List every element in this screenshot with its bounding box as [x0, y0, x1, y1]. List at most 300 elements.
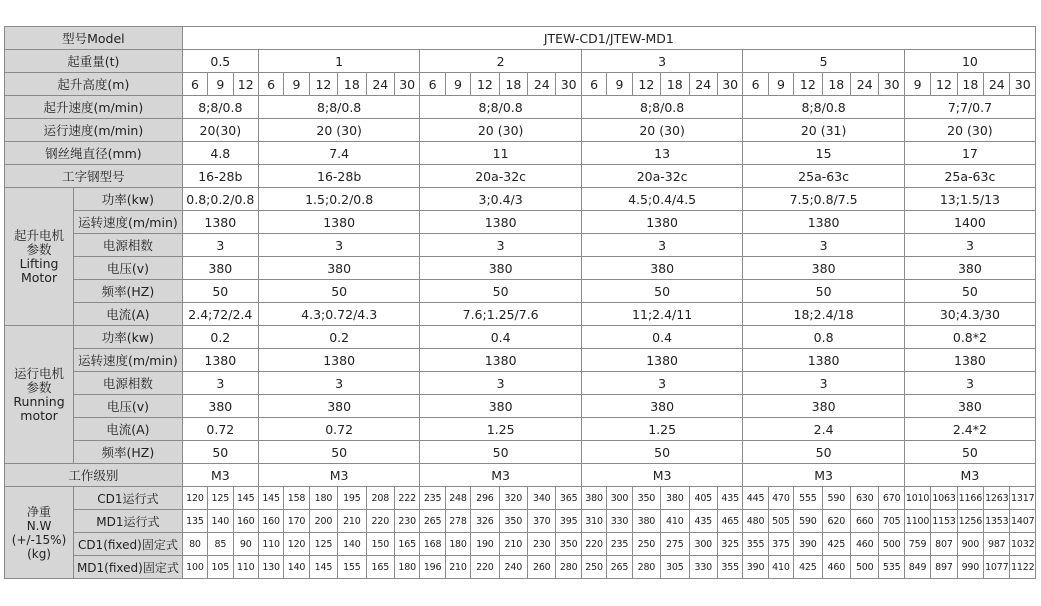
param-label: 功率(kw) [74, 188, 183, 211]
value-cell: 0.72 [258, 418, 419, 441]
weight-value: 1153 [931, 510, 957, 533]
value-cell: 18;2.4/18 [743, 303, 904, 326]
weight-value: 80 [182, 533, 207, 556]
weight-value: 250 [632, 533, 660, 556]
weight-value: 240 [499, 556, 527, 579]
value-cell: 1380 [420, 349, 581, 372]
weight-value: 90 [233, 533, 258, 556]
value-cell: 20a-32c [420, 165, 581, 188]
lifting-motor-group-line: Motor [20, 269, 58, 285]
model-value: JTEW-CD1/JTEW-MD1 [182, 27, 1035, 50]
weight-value: 158 [284, 487, 309, 510]
weight-value: 1407 [1010, 510, 1036, 533]
weight-value: 370 [528, 510, 556, 533]
weight-value: 220 [471, 556, 499, 579]
weight-value: 465 [717, 510, 742, 533]
table-row [5, 257, 1036, 280]
value-cell: 50 [258, 441, 419, 464]
running-motor-group-line: motor [20, 407, 58, 423]
lift-height-value: 9 [904, 73, 930, 96]
weight-value: 140 [208, 510, 233, 533]
table-row [5, 418, 1036, 441]
weight-value: 210 [338, 510, 366, 533]
weight-value: 849 [904, 556, 930, 579]
value-cell: 1380 [743, 349, 904, 372]
table-row [5, 188, 1036, 211]
weight-value: 590 [794, 510, 822, 533]
weight-value: 140 [338, 533, 366, 556]
lift-height-value: 18 [338, 73, 366, 96]
value-cell: 8;8/0.8 [581, 96, 742, 119]
value-cell: 0.2 [258, 326, 419, 349]
value-cell: 20 (30) [581, 119, 742, 142]
value-cell: 50 [420, 280, 581, 303]
lift-height-value: 12 [632, 73, 660, 96]
param-label: 电流(A) [74, 418, 183, 441]
weight-value: 210 [499, 533, 527, 556]
weight-value: 125 [208, 487, 233, 510]
value-cell: 25a-63c [743, 165, 904, 188]
value-cell: 1380 [258, 211, 419, 234]
lift-height-value: 12 [233, 73, 258, 96]
weight-value: 145 [258, 487, 283, 510]
value-cell: 380 [258, 395, 419, 418]
lift-height-value: 6 [182, 73, 207, 96]
capacity-value: 1 [258, 50, 419, 73]
work-class-value: M3 [743, 464, 904, 487]
running-motor-group-line: Running [13, 393, 65, 409]
weight-value: 500 [851, 556, 879, 579]
value-cell: 50 [743, 441, 904, 464]
weight-value: 1032 [1010, 533, 1036, 556]
value-cell: 50 [581, 280, 742, 303]
weight-value: 325 [717, 533, 742, 556]
value-cell: 50 [420, 441, 581, 464]
weight-value: 278 [445, 510, 470, 533]
weight-value: 208 [366, 487, 394, 510]
weight-value: 230 [395, 510, 420, 533]
value-cell: 2.4 [743, 418, 904, 441]
value-cell: 4.3;0.72/4.3 [258, 303, 419, 326]
table-row [5, 50, 1036, 73]
value-cell: 1.25 [581, 418, 742, 441]
table-row [5, 303, 1036, 326]
table-row [5, 142, 1036, 165]
lifting-motor-group-line: Lifting [19, 255, 59, 271]
capacity-label: 起重量(t) [5, 50, 183, 73]
lift-height-value: 18 [957, 73, 983, 96]
weight-value: 990 [957, 556, 983, 579]
weight-value: 365 [556, 487, 581, 510]
table-row [5, 556, 1036, 579]
lift-height-value: 30 [879, 73, 904, 96]
value-cell: 3 [581, 372, 742, 395]
weight-value: 670 [879, 487, 904, 510]
weight-value: 445 [743, 487, 768, 510]
weight-value: 355 [717, 556, 742, 579]
lift-height-value: 9 [768, 73, 793, 96]
value-cell: 3 [743, 372, 904, 395]
lift-height-value: 12 [471, 73, 499, 96]
weight-value: 110 [233, 556, 258, 579]
value-cell: 7;7/0.7 [904, 96, 1035, 119]
weight-value: 248 [445, 487, 470, 510]
spec-table [4, 26, 1036, 579]
weight-value: 470 [768, 487, 793, 510]
value-cell: 380 [182, 395, 258, 418]
net-weight-group-line: (kg) [27, 546, 51, 561]
row-label: 工字钢型号 [5, 165, 183, 188]
value-cell: 1380 [258, 349, 419, 372]
weight-value: 235 [420, 487, 445, 510]
value-cell: 380 [420, 395, 581, 418]
weight-value: 105 [208, 556, 233, 579]
weight-value: 555 [794, 487, 822, 510]
value-cell: 0.2 [182, 326, 258, 349]
value-cell: 3 [258, 372, 419, 395]
weight-value: 310 [581, 510, 606, 533]
weight-value: 160 [233, 510, 258, 533]
weight-value: 395 [556, 510, 581, 533]
weight-value: 705 [879, 510, 904, 533]
weight-value: 110 [258, 533, 283, 556]
weight-type-label: MD1运行式 [74, 510, 183, 533]
weight-value: 460 [851, 533, 879, 556]
lift-height-value: 6 [743, 73, 768, 96]
weight-value: 620 [822, 510, 850, 533]
weight-value: 350 [499, 510, 527, 533]
weight-value: 505 [768, 510, 793, 533]
weight-value: 590 [822, 487, 850, 510]
net-weight-group [5, 487, 74, 579]
net-weight-group-line: (+/-15%) [11, 532, 67, 547]
weight-value: 170 [284, 510, 309, 533]
value-cell: 30;4.3/30 [904, 303, 1035, 326]
table-row [5, 73, 1036, 96]
value-cell: 3 [182, 372, 258, 395]
weight-value: 350 [556, 533, 581, 556]
value-cell: 1380 [581, 211, 742, 234]
weight-value: 897 [931, 556, 957, 579]
param-label: 运转速度(m/min) [74, 211, 183, 234]
weight-value: 190 [471, 533, 499, 556]
weight-type-label: CD1运行式 [74, 487, 183, 510]
capacity-value: 2 [420, 50, 581, 73]
row-label: 钢丝绳直径(mm) [5, 142, 183, 165]
weight-value: 160 [258, 510, 283, 533]
value-cell: 20a-32c [581, 165, 742, 188]
value-cell: 1380 [182, 349, 258, 372]
value-cell: 16-28b [258, 165, 419, 188]
lift-height-value: 6 [258, 73, 283, 96]
weight-value: 435 [717, 487, 742, 510]
value-cell: 380 [904, 257, 1035, 280]
table-row [5, 510, 1036, 533]
weight-value: 300 [607, 487, 632, 510]
weight-value: 1100 [904, 510, 930, 533]
value-cell: 8;8/0.8 [420, 96, 581, 119]
value-cell: 1380 [743, 211, 904, 234]
weight-value: 630 [851, 487, 879, 510]
value-cell: 380 [743, 257, 904, 280]
weight-value: 660 [851, 510, 879, 533]
lift-height-value: 24 [984, 73, 1010, 96]
weight-value: 222 [395, 487, 420, 510]
value-cell: 20 (30) [904, 119, 1035, 142]
table-row [5, 27, 1036, 50]
value-cell: 0.8;0.2/0.8 [182, 188, 258, 211]
lifting-motor-group-line: 参数 [26, 241, 52, 257]
weight-type-label: MD1(fixed)固定式 [74, 556, 183, 579]
weight-value: 340 [528, 487, 556, 510]
lift-height-value: 24 [366, 73, 394, 96]
running-motor-group [5, 326, 74, 464]
weight-value: 180 [309, 487, 337, 510]
weight-value: 390 [743, 556, 768, 579]
value-cell: 16-28b [182, 165, 258, 188]
value-cell: 15 [743, 142, 904, 165]
value-cell: 20 (30) [420, 119, 581, 142]
lift-height-value: 24 [528, 73, 556, 96]
weight-value: 195 [338, 487, 366, 510]
value-cell: 13;1.5/13 [904, 188, 1035, 211]
weight-value: 1010 [904, 487, 930, 510]
lift-height-value: 18 [661, 73, 689, 96]
running-motor-group-line: 参数 [26, 379, 52, 395]
weight-value: 410 [768, 556, 793, 579]
work-class-value: M3 [182, 464, 258, 487]
lift-height-value: 9 [284, 73, 309, 96]
weight-value: 500 [879, 533, 904, 556]
net-weight-group-line: N.W [26, 518, 52, 533]
value-cell: 50 [904, 441, 1035, 464]
weight-value: 165 [395, 533, 420, 556]
table-row [5, 326, 1036, 349]
table-row [5, 234, 1036, 257]
lift-height-value: 24 [689, 73, 717, 96]
weight-value: 460 [822, 556, 850, 579]
weight-value: 987 [984, 533, 1010, 556]
lift-height-value: 6 [420, 73, 445, 96]
work-class-value: M3 [581, 464, 742, 487]
lift-height-value: 9 [208, 73, 233, 96]
weight-value: 390 [794, 533, 822, 556]
weight-value: 280 [632, 556, 660, 579]
work-class-value: M3 [904, 464, 1035, 487]
value-cell: 20 (31) [743, 119, 904, 142]
weight-value: 380 [632, 510, 660, 533]
weight-value: 900 [957, 533, 983, 556]
lift-height-value: 18 [499, 73, 527, 96]
table-row [5, 372, 1036, 395]
value-cell: 50 [182, 441, 258, 464]
weight-value: 155 [338, 556, 366, 579]
param-label: 频率(HZ) [74, 280, 183, 303]
value-cell: 380 [581, 395, 742, 418]
value-cell: 4.8 [182, 142, 258, 165]
weight-value: 1077 [984, 556, 1010, 579]
table-row [5, 280, 1036, 303]
value-cell: 50 [743, 280, 904, 303]
value-cell: 3;0.4/3 [420, 188, 581, 211]
value-cell: 380 [904, 395, 1035, 418]
value-cell: 11;2.4/11 [581, 303, 742, 326]
table-row [5, 464, 1036, 487]
weight-value: 405 [689, 487, 717, 510]
value-cell: 20(30) [182, 119, 258, 142]
table-row [5, 349, 1036, 372]
value-cell: 380 [581, 257, 742, 280]
value-cell: 11 [420, 142, 581, 165]
weight-value: 120 [284, 533, 309, 556]
value-cell: 3 [904, 372, 1035, 395]
param-label: 电压(v) [74, 257, 183, 280]
weight-value: 1317 [1010, 487, 1036, 510]
value-cell: 50 [258, 280, 419, 303]
value-cell: 1400 [904, 211, 1035, 234]
value-cell: 8;8/0.8 [258, 96, 419, 119]
weight-value: 235 [607, 533, 632, 556]
weight-value: 145 [309, 556, 337, 579]
weight-value: 200 [309, 510, 337, 533]
param-label: 功率(kw) [74, 326, 183, 349]
weight-value: 1353 [984, 510, 1010, 533]
value-cell: 50 [904, 280, 1035, 303]
weight-value: 180 [395, 556, 420, 579]
weight-value: 150 [366, 533, 394, 556]
table-row [5, 119, 1036, 142]
lift-height-value: 30 [556, 73, 581, 96]
weight-value: 320 [499, 487, 527, 510]
value-cell: 50 [182, 280, 258, 303]
weight-value: 350 [632, 487, 660, 510]
running-motor-group-line: 运行电机 [14, 365, 65, 381]
value-cell: 7.6;1.25/7.6 [420, 303, 581, 326]
lift-height-value: 9 [607, 73, 632, 96]
value-cell: 1.25 [420, 418, 581, 441]
value-cell: 25a-63c [904, 165, 1035, 188]
spec-table-container [4, 26, 1036, 579]
value-cell: 4.5;0.4/4.5 [581, 188, 742, 211]
work-class-value: M3 [258, 464, 419, 487]
weight-value: 145 [233, 487, 258, 510]
lift-height-value: 12 [309, 73, 337, 96]
value-cell: 3 [420, 372, 581, 395]
table-row [5, 533, 1036, 556]
weight-value: 355 [743, 533, 768, 556]
weight-value: 380 [581, 487, 606, 510]
lift-height-value: 24 [851, 73, 879, 96]
lift-height-value: 12 [931, 73, 957, 96]
weight-value: 296 [471, 487, 499, 510]
capacity-value: 5 [743, 50, 904, 73]
weight-value: 165 [366, 556, 394, 579]
value-cell: 8;8/0.8 [182, 96, 258, 119]
lift-height-value: 12 [794, 73, 822, 96]
table-row [5, 211, 1036, 234]
param-label: 电源相数 [74, 234, 183, 257]
value-cell: 2.4*2 [904, 418, 1035, 441]
weight-value: 135 [182, 510, 207, 533]
weight-value: 1063 [931, 487, 957, 510]
work-class-value: M3 [420, 464, 581, 487]
weight-value: 326 [471, 510, 499, 533]
weight-value: 480 [743, 510, 768, 533]
row-label: 起升速度(m/min) [5, 96, 183, 119]
value-cell: 380 [182, 257, 258, 280]
weight-value: 100 [182, 556, 207, 579]
lift-height-value: 9 [445, 73, 470, 96]
lift-height-value: 30 [395, 73, 420, 96]
model-label: 型号Model [5, 27, 183, 50]
weight-value: 265 [420, 510, 445, 533]
weight-value: 375 [768, 533, 793, 556]
work-class-label: 工作级别 [5, 464, 183, 487]
weight-value: 125 [309, 533, 337, 556]
weight-value: 196 [420, 556, 445, 579]
capacity-value: 10 [904, 50, 1035, 73]
value-cell: 3 [182, 234, 258, 257]
value-cell: 17 [904, 142, 1035, 165]
weight-type-label: CD1(fixed)固定式 [74, 533, 183, 556]
capacity-value: 3 [581, 50, 742, 73]
weight-value: 807 [931, 533, 957, 556]
table-row [5, 395, 1036, 418]
weight-value: 1122 [1010, 556, 1036, 579]
lift-height-value: 18 [822, 73, 850, 96]
value-cell: 3 [904, 234, 1035, 257]
value-cell: 380 [743, 395, 904, 418]
param-label: 电流(A) [74, 303, 183, 326]
value-cell: 3 [258, 234, 419, 257]
value-cell: 1380 [581, 349, 742, 372]
param-label: 频率(HZ) [74, 441, 183, 464]
weight-value: 260 [528, 556, 556, 579]
weight-value: 1256 [957, 510, 983, 533]
value-cell: 380 [258, 257, 419, 280]
weight-value: 120 [182, 487, 207, 510]
weight-value: 410 [661, 510, 689, 533]
weight-value: 300 [689, 533, 717, 556]
weight-value: 280 [556, 556, 581, 579]
weight-value: 759 [904, 533, 930, 556]
weight-value: 250 [581, 556, 606, 579]
value-cell: 1380 [904, 349, 1035, 372]
value-cell: 7.4 [258, 142, 419, 165]
lift-height-label: 起升高度(m) [5, 73, 183, 96]
weight-value: 275 [661, 533, 689, 556]
weight-value: 210 [445, 556, 470, 579]
lift-height-value: 30 [1010, 73, 1036, 96]
table-row [5, 96, 1036, 119]
weight-value: 435 [689, 510, 717, 533]
lift-height-value: 30 [717, 73, 742, 96]
value-cell: 7.5;0.8/7.5 [743, 188, 904, 211]
value-cell: 0.4 [581, 326, 742, 349]
weight-value: 220 [581, 533, 606, 556]
value-cell: 1380 [182, 211, 258, 234]
value-cell: 0.8*2 [904, 326, 1035, 349]
value-cell: 0.8 [743, 326, 904, 349]
weight-value: 130 [258, 556, 283, 579]
weight-value: 85 [208, 533, 233, 556]
table-row [5, 441, 1036, 464]
weight-value: 1166 [957, 487, 983, 510]
weight-value: 425 [794, 556, 822, 579]
weight-value: 535 [879, 556, 904, 579]
net-weight-group-line: 净重 [27, 504, 52, 519]
weight-value: 140 [284, 556, 309, 579]
